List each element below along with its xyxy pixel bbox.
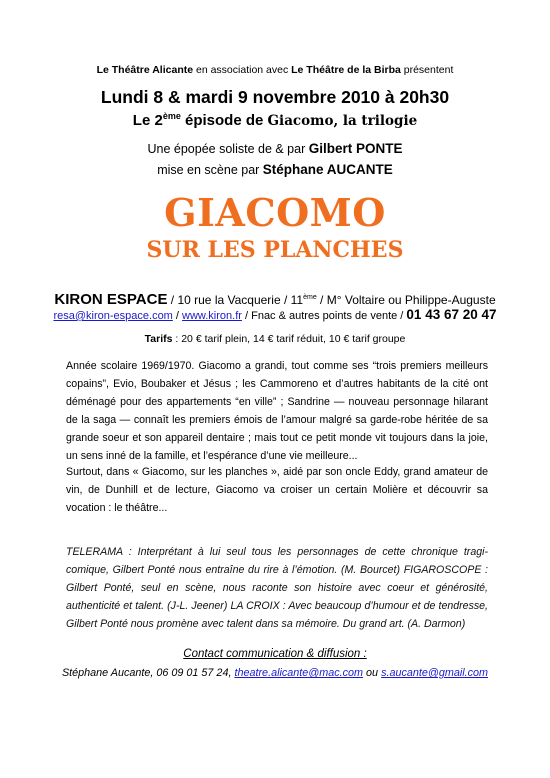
association-text: en association avec xyxy=(193,64,292,76)
presenters-line xyxy=(0,64,550,76)
press-quotes: TELERAMA : Interprétant à lui seul tous les personnages de cette chronique tragi-comique, Gilbert Ponté nous entraîne du rire à l’émotion. (M. Bourcet) FIGAROSCOPE : Gilbert Ponté, seul en scène, nous raconte son histoire avec coeur et générosité, authenticité et talent. (J-L. Jeener) LA CROIX : Avec beaucoup d’humour et de tendresse, Gilbert Ponté nous promène avec talent dans sa mémoire. Du grand art. (A. Darmon) xyxy=(66,546,488,630)
director-line xyxy=(0,162,550,177)
author-prefix: Une épopée soliste de & par xyxy=(147,142,309,156)
website-link[interactable]: www.kiron.fr xyxy=(182,310,242,322)
director-name: Stéphane AUCANTE xyxy=(262,162,393,177)
sep-2: / Fnac & autres points de vente / xyxy=(241,310,407,322)
contact-email-1-link[interactable]: theatre.alicante@mac.com xyxy=(234,667,364,679)
prices-label: Tarifs xyxy=(144,333,173,345)
booking-email-link[interactable]: resa@kiron-espace.com xyxy=(53,310,173,322)
author-line xyxy=(0,141,550,156)
contact-heading-text: Contact communication & diffusion : xyxy=(183,648,367,660)
booking-line xyxy=(0,307,550,322)
presents-text: présentent xyxy=(400,64,454,76)
show-subtitle: SUR LES PLANCHES xyxy=(146,237,404,263)
venue-metro: / M° Voltaire ou Philippe-Auguste xyxy=(316,293,496,307)
booking-phone: 01 43 67 20 47 xyxy=(406,307,497,322)
venue-address-sup: ème xyxy=(303,294,317,301)
synopsis-paragraph-1: Année scolaire 1969/1970. Giacomo a grandi, tout comme ses “trois premiers meilleurs copains”, Evio, Boubaker et Jésus ; les Cammoreno et d’autres habitants de la cité ont déménagé pour des appartements “en ville” ; Sandrine — nouveau personnage hilarant de la saga — connaît les premiers émois de l’amour malgré sa garde-robe héritée de sa grande soeur et son appareil dentaire ; mais tout ce petit monde vit toujours dans la joie, un sens inné de la famille, et l’espérance d’une vie meilleure... xyxy=(66,360,488,462)
contact-name-phone: Stéphane Aucante, 06 09 01 57 24, xyxy=(61,667,235,679)
contact-details xyxy=(0,667,550,679)
presenter-alicante: Le Théâtre Alicante xyxy=(96,64,194,76)
episode-prefix: Le 2 xyxy=(132,112,163,129)
author-name: Gilbert PONTE xyxy=(308,141,403,156)
show-title: GIACOMO xyxy=(164,190,386,235)
contact-heading xyxy=(0,648,550,660)
series-name: Giacomo, la trilogie xyxy=(267,113,418,129)
venue-name: KIRON ESPACE xyxy=(54,291,168,308)
contact-or: ou xyxy=(363,667,382,679)
sep-1: / xyxy=(172,310,183,322)
episode-middle: épisode de xyxy=(180,112,268,129)
prices-text: : 20 € tarif plein, 14 € tarif réduit, 10 € tarif groupe xyxy=(172,333,406,345)
presenter-birba: Le Théâtre de la Birba xyxy=(291,64,401,76)
contact-email-2-link[interactable]: s.aucante@gmail.com xyxy=(381,667,489,679)
prices-line xyxy=(0,333,550,345)
performance-dates: Lundi 8 & mardi 9 novembre 2010 à 20h30 xyxy=(100,87,450,107)
venue-address: / 10 rue la Vacquerie / 11 xyxy=(167,293,304,307)
episode-line xyxy=(0,111,550,129)
episode-sup: ème xyxy=(162,111,181,121)
venue-line xyxy=(0,291,550,308)
synopsis-paragraph-2: Surtout, dans « Giacomo, sur les planches », aidé par son oncle Eddy, grand amateur de vin, de Dunhill et de lecture, Giacomo va croiser un certain Molière et découvrir sa vocation : le théâtre... xyxy=(66,466,488,514)
director-prefix: mise en scène par xyxy=(157,163,263,177)
